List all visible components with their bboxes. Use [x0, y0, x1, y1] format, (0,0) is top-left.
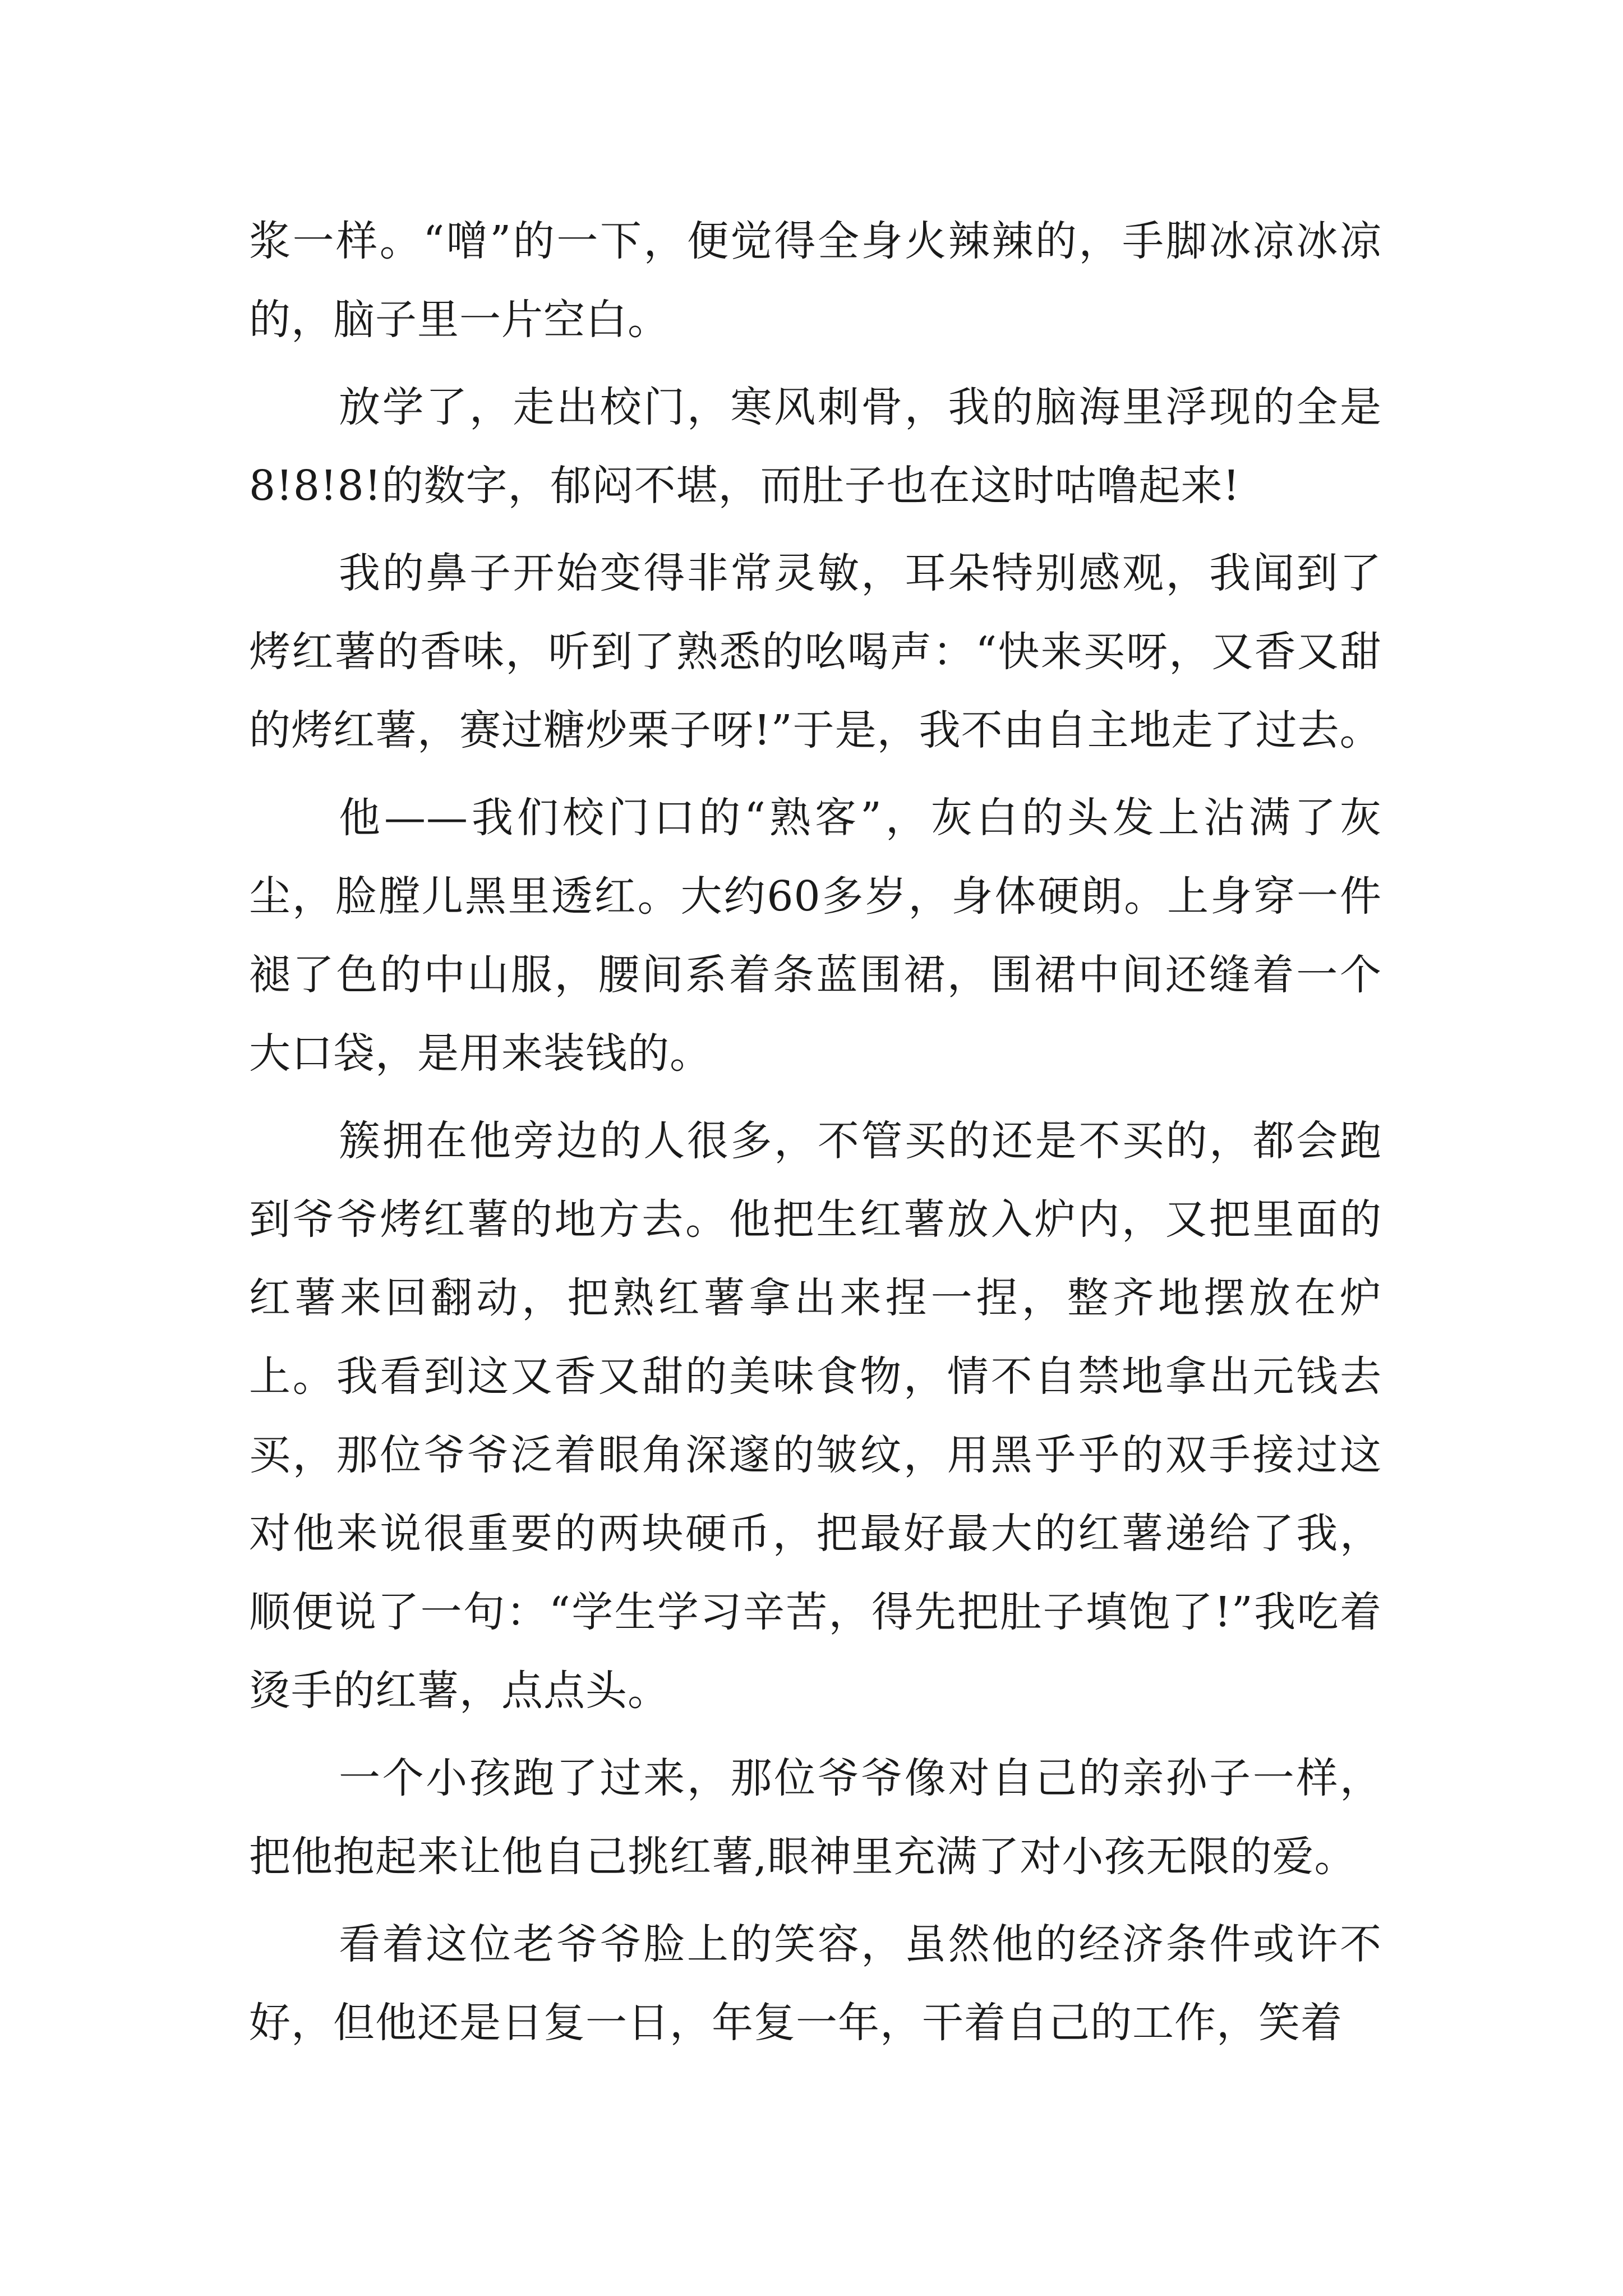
paragraph-3: 我的鼻子开始变得非常灵敏，耳朵特别感观，我闻到了烤红薯的香味，听到了熟悉的吆喝声：“快来买呀，又香又甜的烤红薯，赛过糖炒栗子呀!”于是，我不由自主地走了过去。 — [249, 549, 1382, 754]
paragraph-5: 簇拥在他旁边的人很多，不管买的还是不买的，都会跑到爷爷烤红薯的地方去。他把生红薯放入炉内，又把里面的红薯来回翻动，把熟红薯拿出来捏一捏，整齐地摆放在炉上。我看到这又香又甜的美味食物，情不自禁地拿出元钱去买，那位爷爷泛着眼角深邃的皱纹，用黑乎乎的双手接过这对他来说很重要的两块硬币，把最好最大的红薯递给了我，顺便说了一句：“学生学习辛苦，得先把肚子填饱了!”我吃着烫手的红薯，点点头。 — [249, 1117, 1382, 1715]
paragraph-6: 一个小孩跑了过来，那位爷爷像对自己的亲孙子一样，把他抱起来让他自己挑红薯,眼神里充满了对小孩无限的爱。 — [249, 1754, 1382, 1881]
paragraph-4: 他——我们校门口的“熟客”，灰白的头发上沾满了灰尘，脸膛儿黑里透红。大约60多岁，身体硬朗。上身穿一件褪了色的中山服，腰间系着条蓝围裙，围裙中间还缝着一个大口袋，是用来装钱的。 — [249, 794, 1382, 1078]
paragraph-7: 看着这位老爷爷脸上的笑容，虽然他的经济条件或许不好，但他还是日复一日，年复一年，干着自己的工作，笑着 — [249, 1920, 1382, 2047]
document-body — [249, 202, 1382, 2071]
paragraph-2: 放学了，走出校门，寒风刺骨，我的脑海里浮现的全是8!8!8!的数字，郁闷不堪，而肚子也在这时咕噜起来! — [249, 383, 1382, 510]
paragraph-1: 浆一样。“噌”的一下，便觉得全身火辣辣的，手脚冰凉冰凉的，脑子里一片空白。 — [249, 217, 1382, 344]
